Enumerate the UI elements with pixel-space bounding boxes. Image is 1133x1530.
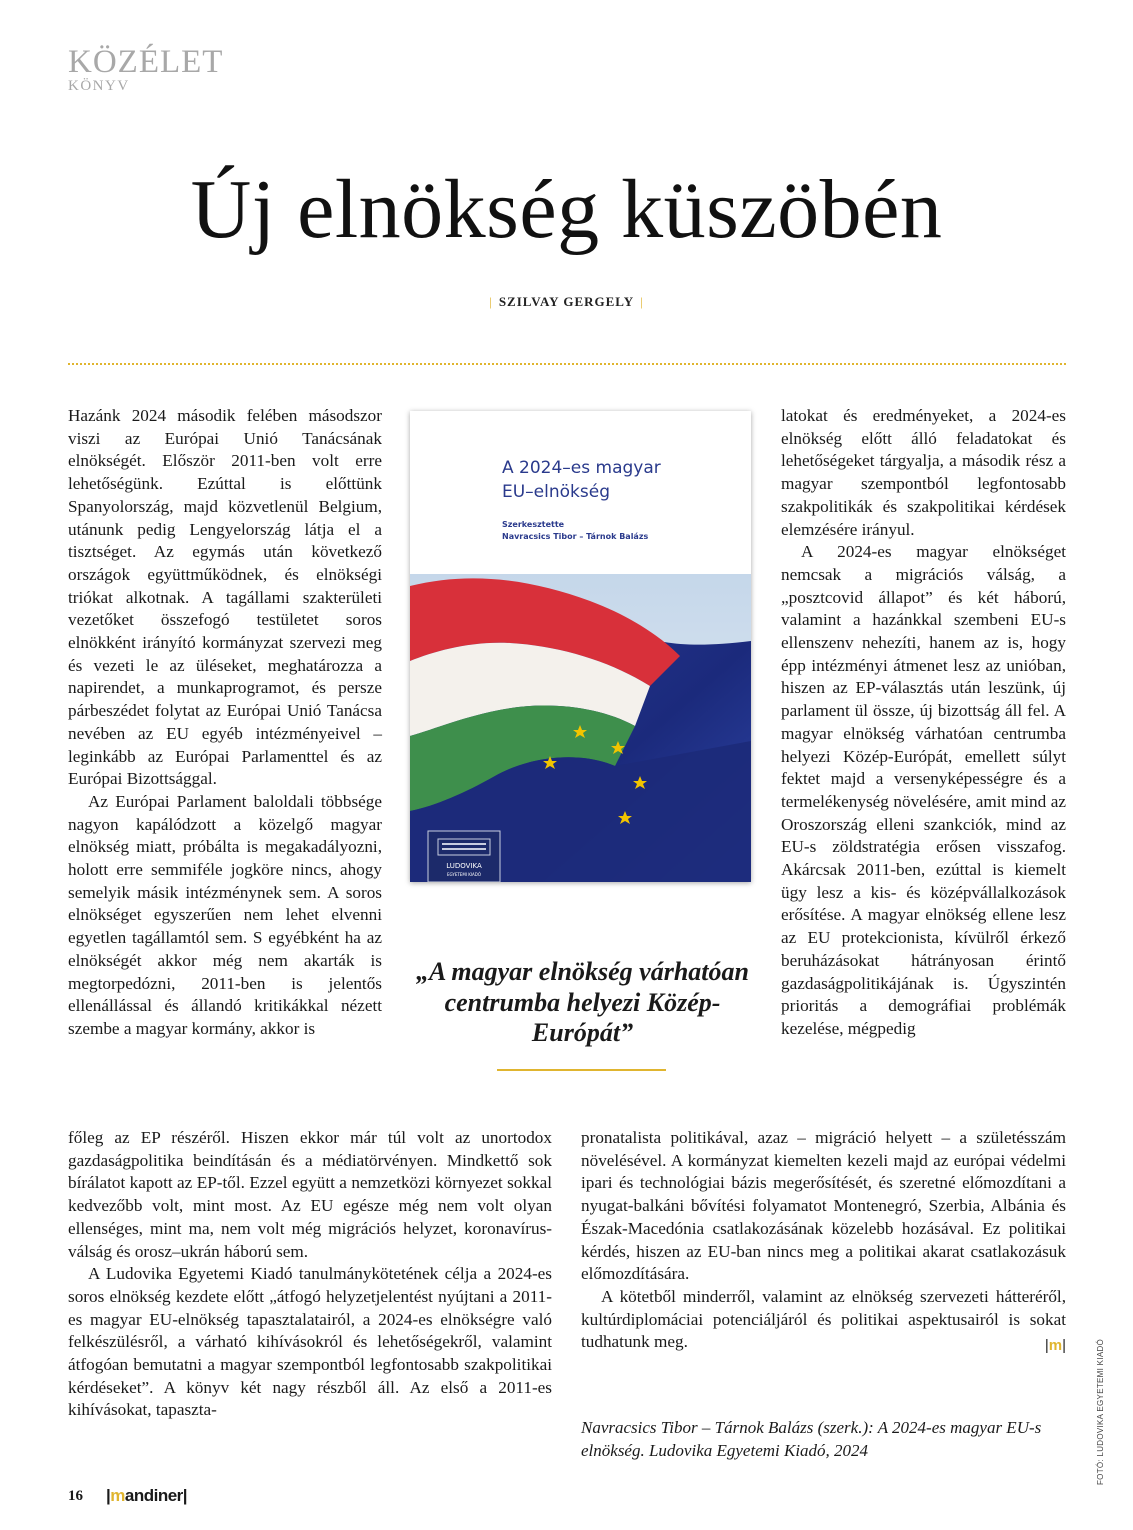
- byline-bar-right: |: [640, 294, 644, 309]
- byline-bar-left: |: [489, 294, 493, 309]
- body-column-left: [68, 405, 382, 1041]
- body-column-bottom-left: [68, 1127, 552, 1422]
- paragraph: latokat és eredményeket, a 2024-es elnökség előtt álló feladatokat és lehetőségeket tárgyalja, a második rész a magyar szempontból legfontosabb szakpolitikák és szakpolitikai kérdések elemzésére irányul.: [781, 406, 1066, 539]
- pull-quote-underline: [497, 1069, 666, 1071]
- author-name: SZILVAY GERGELY: [498, 294, 635, 309]
- article-title: Új elnökség küszöbén: [190, 163, 943, 256]
- publisher-subname: EGYETEMI KIADÓ: [446, 872, 482, 877]
- body-column-right: [781, 405, 1066, 1041]
- paragraph: főleg az EP részéről. Hiszen ekkor már túl volt az unortodox gazdaságpolitika beindításán és a médiatörvényen. Mindkettő sok bírálatot kapott az EP-től. Ezzel együtt a nemzetközi környezet sokkal kedvezőbb volt, mint most. Az EU egésze még nem volt olyan ellenséges, mint ma, nem volt még migrációs helyzet, koronavírus-válság és orosz–ukrán háború sem.: [68, 1128, 552, 1261]
- book-cover-title-line2: EU–elnökség: [502, 482, 610, 502]
- paragraph: Hazánk 2024 második felében másodszor viszi az Európai Unió Tanácsának elnökségét. Először 2011-ben volt erre lehetőségünk. Ezúttal is előttünk Spanyolország, majd közvetlenül Belgium, utánunk pedig Lengyelország látja el a tisztséget. Az egymás után következő országok együttműködnek, és elnökségi triókat alkotnak. A tagállami szakterületi vezetőket összefogó testületet soros elnökként irányító kormányzat szervezi meg és vezeti le az üléseket, meghatározza a napirendet, a munkaprogramot, és persze párbeszédet folytat az Európai Unió Tanácsa nevében az EU egyéb intézményeivel – leginkább az Európai Parlamenttel és az Európai Bizottsággal.: [68, 406, 382, 789]
- ludovika-logo: [428, 831, 500, 882]
- photo-credit: FOTÓ: LUDOVIKA EGYETEMI KIADÓ: [1096, 1338, 1105, 1485]
- paragraph: pronatalista politikával, azaz – migráció helyett – a születésszám növelésével. A kormányzat kiemelten kezeli majd az európai védelmi ipari és technológiai bázis megerősítését, és szeretné előmozdítani a nyugat-balkáni bővítési folyamatot Montenegró, Szerbia, Albánia és Észak-Macedónia csatlakozásának közelebb hozásával. Ez politikai kérdés, hiszen az EU-ban nincs meg a politikai akarat csatlakozásuk előmozdítására.: [581, 1128, 1066, 1284]
- subsection-label: KÖNYV: [68, 78, 130, 94]
- body-column-bottom-right: [581, 1127, 1066, 1358]
- book-cover-editors: Navracsics Tibor – Tárnok Balázs: [502, 532, 649, 541]
- section-label: KÖZÉLET: [68, 44, 224, 80]
- magazine-logo: |mandiner|: [106, 1486, 188, 1505]
- paragraph: Az Európai Parlament baloldali többsége nagyon kapálódzott a közelgő magyar elnökség miatt, próbálta is megakadályozni, holott erre semmiféle jogköre nincs, ahogy semelyik másik intézménynek sem. A soros elnökséget egyszerűen nem lehet elvenni egyetlen tagállamtól sem. S egyébként ha az elnökségét akkor még nem akarták is megtorpedózni, 2011-ben is jelentős ellenállással és állandó kritikákkal nézett szembe a magyar kormány, akkor is: [68, 791, 382, 1038]
- paragraph: [581, 1286, 1066, 1354]
- byline: [0, 294, 1133, 310]
- book-cover-editor-label: Szerkesztette: [502, 520, 565, 529]
- paragraph: A Ludovika Egyetemi Kiadó tanulmánykötetének célja a 2024-es soros elnökség kezdete előtt „átfogó helyzetjelentést nyújtani a 2011-es magyar EU-elnökség tapasztalatairól, a 2024-es elnökségre való felkészülésről, a várható kihívásokról és lehetőségekről, valamint átfogóan bemutatni a magyar szempontból legfontosabb szakpolitikai kérdéseket”. A könyv két nagy részből áll. Az első a 2011-es kihívásokat, tapaszta-: [68, 1264, 552, 1420]
- pull-quote: „A magyar elnökség várhatóan centrumba helyezi Közép-Európát”: [416, 957, 749, 1047]
- dotted-divider: [68, 363, 1066, 365]
- book-cover-title-line1: A 2024–es magyar: [502, 458, 661, 478]
- paragraph: A 2024-es magyar elnökséget nemcsak a migrációs válság, a „posztcovid állapot” és két háború, valamint a hazánkkal szembeni EU-s ellenszenv nehezíti, hanem az is, hogy épp intézményi átmenet lesz az unióban, hiszen az EP-választás után leszünk, új parlament ül össze, új bizottság áll fel. A magyar elnökség várhatóan centrumba helyezi Közép-Európát, emellett súlyt fektet majd a versenyképességre és a termelékenység növelésére, amit mind az Oroszország elleni szankciók, mind az EU-s zöldstratégia erősen visszafog. Akárcsak 2011-ben, ezúttal is kiemelt ügy lesz a kis- és középvállalkozások erősítése. A magyar elnökség ellene lesz az EU protekcionista, kívülről érkező beruházásokat hátrányosan érintő gazdaságpolitikájának is. Úgyszintén prioritás a demográfiai problémák kezelése, mégpedig: [781, 542, 1066, 1038]
- end-mark-icon: |m|: [1044, 1337, 1066, 1355]
- publisher-name: LUDOVIKA: [446, 862, 482, 870]
- closing-text: A kötetből minderről, valamint az elnökség szervezeti hátteréről, kultúrdiplomáciai potenciáljáról és politikai aspektusairól is sokat tudhatunk meg.: [581, 1286, 1066, 1352]
- page-number: 16: [68, 1488, 83, 1504]
- book-reference: Navracsics Tibor – Tárnok Balázs (szerk.): A 2024-es magyar EU-s elnökség. Ludovika Egyetemi Kiadó, 2024: [581, 1418, 1042, 1460]
- book-cover-image: [410, 411, 751, 882]
